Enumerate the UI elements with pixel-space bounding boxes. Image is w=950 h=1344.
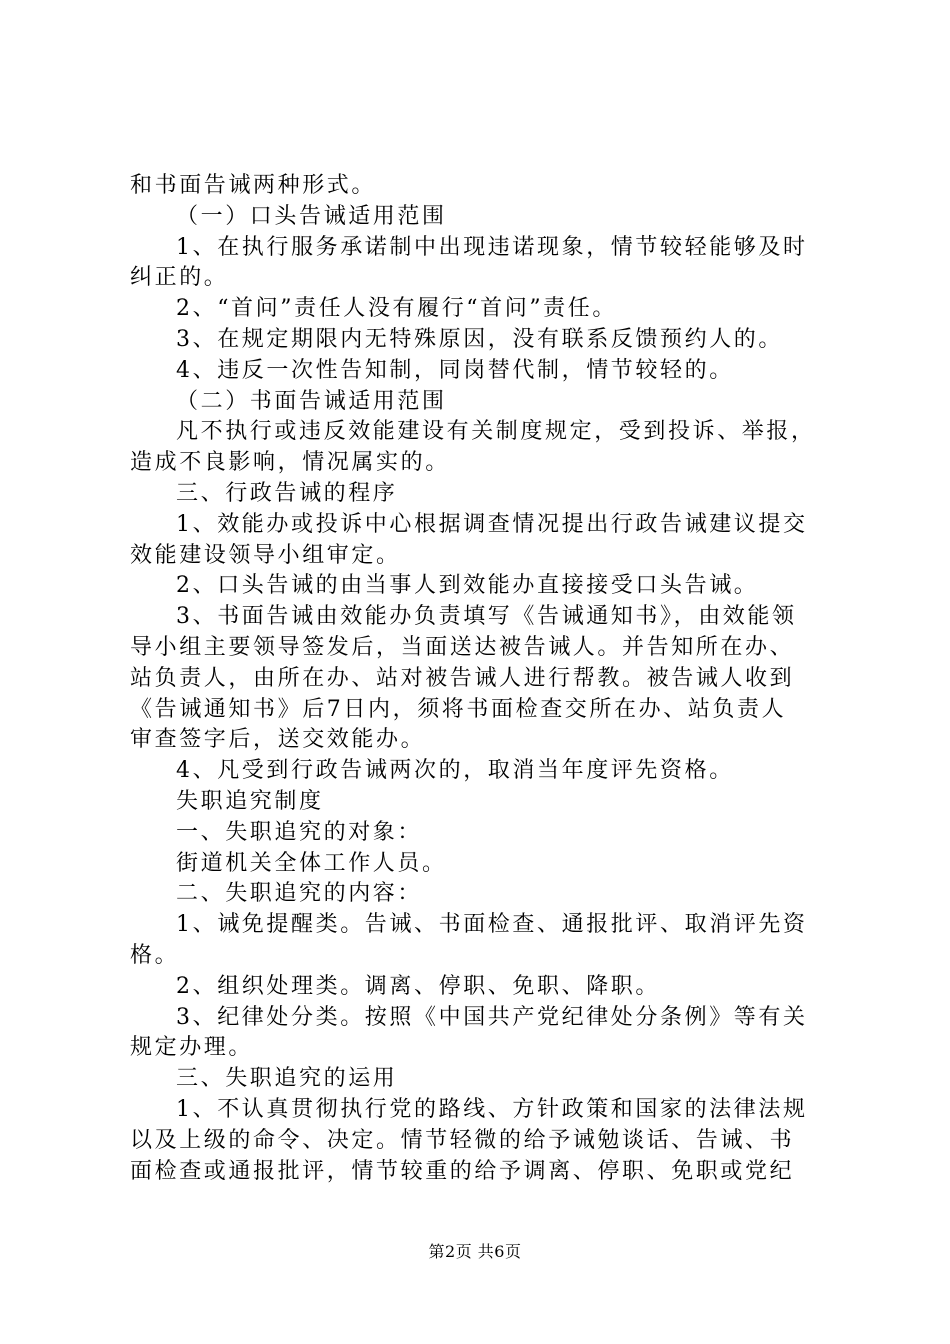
text-line: 失职追究制度: [176, 788, 324, 814]
text-line: 1、诫免提醒类。告诫、书面检查、通报批评、取消评先资: [176, 912, 808, 938]
text-line: 站负责人，由所在办、站对被告诫人进行帮教。被告诫人收到: [130, 665, 795, 691]
text-line: 2、“首问”责任人没有履行“首问”责任。: [176, 296, 617, 322]
text-line: 面检查或通报批评，情节较重的给予调离、停职、免职或党纪: [130, 1158, 795, 1184]
text-line: 2、组织处理类。调离、停职、免职、降职。: [176, 973, 660, 999]
text-line: （一）口头告诫适用范围: [176, 203, 447, 229]
text-line: 1、效能办或投诉中心根据调查情况提出行政告诫建议提交: [176, 511, 808, 537]
page-footer: 第2页 共6页: [428, 1242, 522, 1261]
text-line: 《告诫通知书》后7日内，须将书面检查交所在办、站负责人: [130, 696, 787, 722]
text-line: 3、在规定期限内无特殊原因，没有联系反馈预约人的。: [176, 326, 783, 352]
text-line: 街道机关全体工作人员。: [176, 850, 447, 876]
text-line: 凡不执行或违反效能建设有关制度规定，受到投诉、举报，: [176, 419, 816, 445]
text-line: 4、凡受到行政告诫两次的，取消当年度评先资格。: [176, 758, 734, 784]
text-line: 规定办理。: [130, 1035, 254, 1061]
text-line: 二、失职追究的内容：: [176, 881, 423, 907]
text-line: 2、口头告诫的由当事人到效能办直接接受口头告诫。: [176, 573, 759, 599]
text-line: 1、不认真贯彻执行党的路线、方针政策和国家的法律法规: [176, 1096, 808, 1122]
text-line: 和书面告诫两种形式。: [130, 173, 377, 198]
text-line: 三、失职追究的运用: [176, 1066, 398, 1092]
text-line: 一、失职追究的对象：: [176, 819, 423, 845]
text-line: 导小组主要领导签发后，当面送达被告诫人。并告知所在办、: [130, 634, 795, 660]
text-line: 造成不良影响，情况属实的。: [130, 450, 450, 476]
text-line: （二）书面告诫适用范围: [176, 388, 447, 414]
text-line: 纠正的。: [130, 265, 229, 291]
text-line: 1、在执行服务承诺制中出现违诺现象，情节较轻能够及时: [176, 234, 808, 260]
text-line: 3、书面告诫由效能办负责填写《告诫通知书》，由效能领: [176, 604, 797, 630]
document-body: [130, 171, 830, 1187]
text-line: 三、行政告诫的程序: [176, 480, 398, 506]
text-line: 效能建设领导小组审定。: [130, 542, 401, 568]
text-line: 以及上级的命令、决定。情节轻微的给予诫勉谈话、告诫、书: [130, 1127, 795, 1153]
text-line: 3、纪律处分类。按照《中国共产党纪律处分条例》等有关: [176, 1004, 808, 1030]
text-line: 审查签字后，送交效能办。: [130, 727, 426, 753]
text-line: 格。: [130, 942, 180, 968]
text-line: 4、违反一次性告知制，同岗替代制，情节较轻的。: [176, 357, 734, 383]
